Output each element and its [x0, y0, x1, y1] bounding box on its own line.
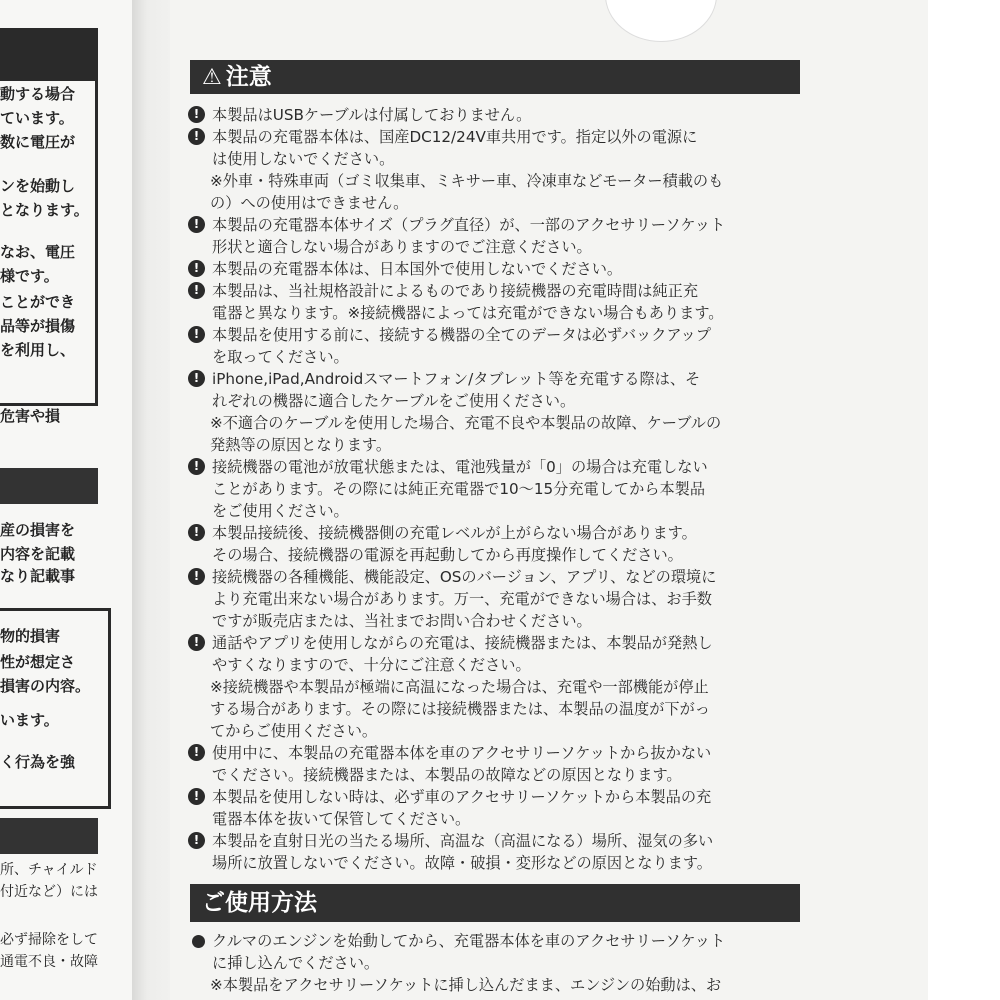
item-text-line: 本製品を使用する前に、接続する機器の全てのデータは必ずバックアップ: [212, 326, 711, 344]
exclamation-icon: !: [188, 788, 205, 805]
item-text-line: 発熱等の原因となります。: [210, 436, 392, 454]
caution-title: 注意: [225, 64, 272, 90]
item-text-line: ですが販売店または、当社までお問い合わせください。: [212, 612, 592, 630]
item-text-line: その場合、接続機器の電源を再起動してから再度操作してください。: [212, 546, 683, 564]
item-text-line: やすくなりますので、十分にご注意ください。: [212, 656, 531, 674]
item-text-line: ※外車・特殊車両（ゴミ収集車、ミキサー車、冷凍車などモーター積載のも: [210, 172, 724, 190]
item-text-line: 本製品は、当社規格設計によるものであり接続機器の充電時間は純正充: [212, 282, 698, 300]
left-line: 必ず掃除をして: [0, 932, 98, 948]
caution-item: [188, 324, 808, 368]
caution-item: [188, 258, 808, 280]
left-adjacent-panel: [0, 0, 132, 1000]
item-text-line: れぞれの機器に適合したケーブルをご使用ください。: [212, 392, 576, 410]
caution-item: [188, 632, 808, 676]
left-section-bar: [0, 818, 98, 854]
item-text-line: 接続機器の各種機能、機能設定、OSのバージョン、アプリ、などの環境に: [212, 568, 717, 586]
left-line: 危害や損: [0, 407, 61, 425]
exclamation-icon: !: [188, 216, 205, 233]
bullet-dot-icon: [192, 935, 205, 948]
left-line: 内容を記載: [0, 545, 76, 563]
item-text-line: より充電出来ない場合があります。万一、充電ができない場合は、お手数: [212, 590, 712, 608]
exclamation-icon: !: [188, 832, 205, 849]
item-text-line: ※接続機器や本製品が極端に高温になった場合は、充電や一部機能が停止: [210, 678, 709, 696]
item-text-line: 形状と適合しない場合がありますのでご注意ください。: [212, 238, 592, 256]
left-line: 様です。: [0, 267, 59, 285]
caution-header: [190, 60, 800, 94]
item-text-line: iPhone,iPad,Androidスマートフォン/タブレット等を充電する際は、そ: [212, 370, 701, 388]
item-text-line: 本製品の充電器本体サイズ（プラグ直径）が、一部のアクセサリーソケット: [212, 216, 726, 234]
left-line: く行為を強: [0, 753, 76, 771]
left-line: なお、電圧: [0, 243, 76, 261]
note-item: [188, 170, 808, 214]
left-line: 産の損害を: [0, 521, 76, 539]
item-text-line: 電器本体を抜いて保管してください。: [212, 810, 471, 828]
caution-item: [188, 104, 808, 126]
item-text-line: てからご使用ください。: [210, 722, 378, 740]
caution-item: [188, 126, 808, 170]
caution-item: [188, 742, 808, 786]
exclamation-icon: !: [188, 524, 205, 541]
caution-item: [188, 830, 808, 874]
item-text-line: ※不適合のケーブルを使用した場合、充電不良や本製品の故障、ケーブルの: [210, 414, 722, 432]
item-text-line: 本製品接続後、接続機器側の充電レベルが上がらない場合があります。: [212, 524, 697, 542]
exclamation-icon: !: [188, 568, 205, 585]
item-text-line: ※本製品をアクセサリーソケットに挿し込んだまま、エンジンの始動は、お: [210, 976, 722, 994]
warning-icon: ⚠: [202, 65, 222, 90]
left-line: 物的損害: [0, 627, 61, 645]
left-line: 損害の内容。: [0, 677, 91, 695]
left-line: 通電不良・故障: [0, 954, 98, 970]
item-text-line: をご使用ください。: [212, 502, 349, 520]
left-frame-header: [0, 31, 95, 81]
caution-item: [188, 566, 808, 632]
exclamation-icon: !: [188, 260, 205, 277]
usage-list: [188, 930, 808, 996]
item-text-line: 本製品を直射日光の当たる場所、高温な（高温になる）場所、湿気の多い: [212, 832, 714, 850]
left-line: を利用し、: [0, 341, 76, 359]
left-line: 動する場合: [0, 85, 76, 103]
note-item: [188, 974, 808, 996]
item-text-line: 本製品の充電器本体は、日本国外で使用しないでください。: [212, 260, 623, 278]
caution-item: [188, 930, 808, 974]
left-line: ンを始動し: [0, 177, 76, 195]
item-text-line: を取ってください。: [212, 348, 349, 366]
exclamation-icon: !: [188, 634, 205, 651]
item-text-line: は使用しないでください。: [212, 150, 395, 168]
hang-hole: [605, 0, 717, 42]
caution-item: [188, 456, 808, 522]
left-line: 性が想定さ: [0, 653, 76, 671]
item-text-line: の）への使用はできません。: [210, 194, 409, 212]
left-line: 品等が損傷: [0, 317, 76, 335]
item-text-line: する場合があります。その際には接続機器または、本製品の温度が下がっ: [210, 700, 710, 718]
note-item: [188, 676, 808, 742]
note-item: [188, 412, 808, 456]
item-text-line: 本製品を使用しない時は、必ず車のアクセサリーソケットから本製品の充: [212, 788, 712, 806]
left-line: なり記載事: [0, 567, 76, 585]
item-text-line: 電器と異なります。※接続機器によっては充電ができない場合もあります。: [212, 304, 724, 322]
fold-shadow: [132, 0, 170, 1000]
usage-title: ご使用方法: [202, 890, 317, 916]
left-line: となります。: [0, 201, 89, 219]
caution-item: [188, 786, 808, 830]
exclamation-icon: !: [188, 106, 205, 123]
item-text-line: 場所に放置しないでください。故障・破損・変形などの原因となります。: [212, 854, 712, 872]
caution-list: [188, 104, 808, 874]
left-line: 数に電圧が: [0, 133, 76, 151]
exclamation-icon: !: [188, 282, 205, 299]
exclamation-icon: !: [188, 744, 205, 761]
left-line: ことができ: [0, 293, 76, 311]
item-text-line: 通話やアプリを使用しながらの充電は、接続機器または、本製品が発熱し: [212, 634, 713, 652]
exclamation-icon: !: [188, 458, 205, 475]
item-text-line: ことがあります。その際には純正充電器で10〜15分充電してから本製品: [212, 480, 706, 498]
left-line: ています。: [0, 109, 74, 127]
background-edge: [928, 0, 1000, 1000]
left-line: 付近など）には: [0, 884, 98, 900]
caution-item: [188, 280, 808, 324]
item-text-line: でください。接続機器または、本製品の故障などの原因となります。: [212, 766, 682, 784]
item-text-line: 接続機器の電池が放電状態または、電池残量が「0」の場合は充電しない: [212, 458, 708, 476]
item-text-line: 本製品の充電器本体は、国産DC12/24V車共用です。指定以外の電源に: [212, 128, 698, 146]
caution-item: [188, 214, 808, 258]
left-line: います。: [0, 711, 59, 729]
usage-header: [190, 884, 800, 922]
exclamation-icon: !: [188, 370, 205, 387]
item-text-line: クルマのエンジンを始動してから、充電器本体を車のアクセサリーソケット: [212, 932, 726, 950]
item-text-line: に挿し込んでください。: [212, 954, 380, 972]
item-text-line: 本製品はUSBケーブルは付属しておりません。: [212, 106, 532, 124]
item-text-line: 使用中に、本製品の充電器本体を車のアクセサリーソケットから抜かない: [212, 744, 712, 762]
exclamation-icon: !: [188, 326, 205, 343]
caution-item: [188, 368, 808, 412]
caution-item: [188, 522, 808, 566]
exclamation-icon: !: [188, 128, 205, 145]
left-section-bar: [0, 468, 98, 504]
left-line: 所、チャイルド: [0, 862, 98, 878]
